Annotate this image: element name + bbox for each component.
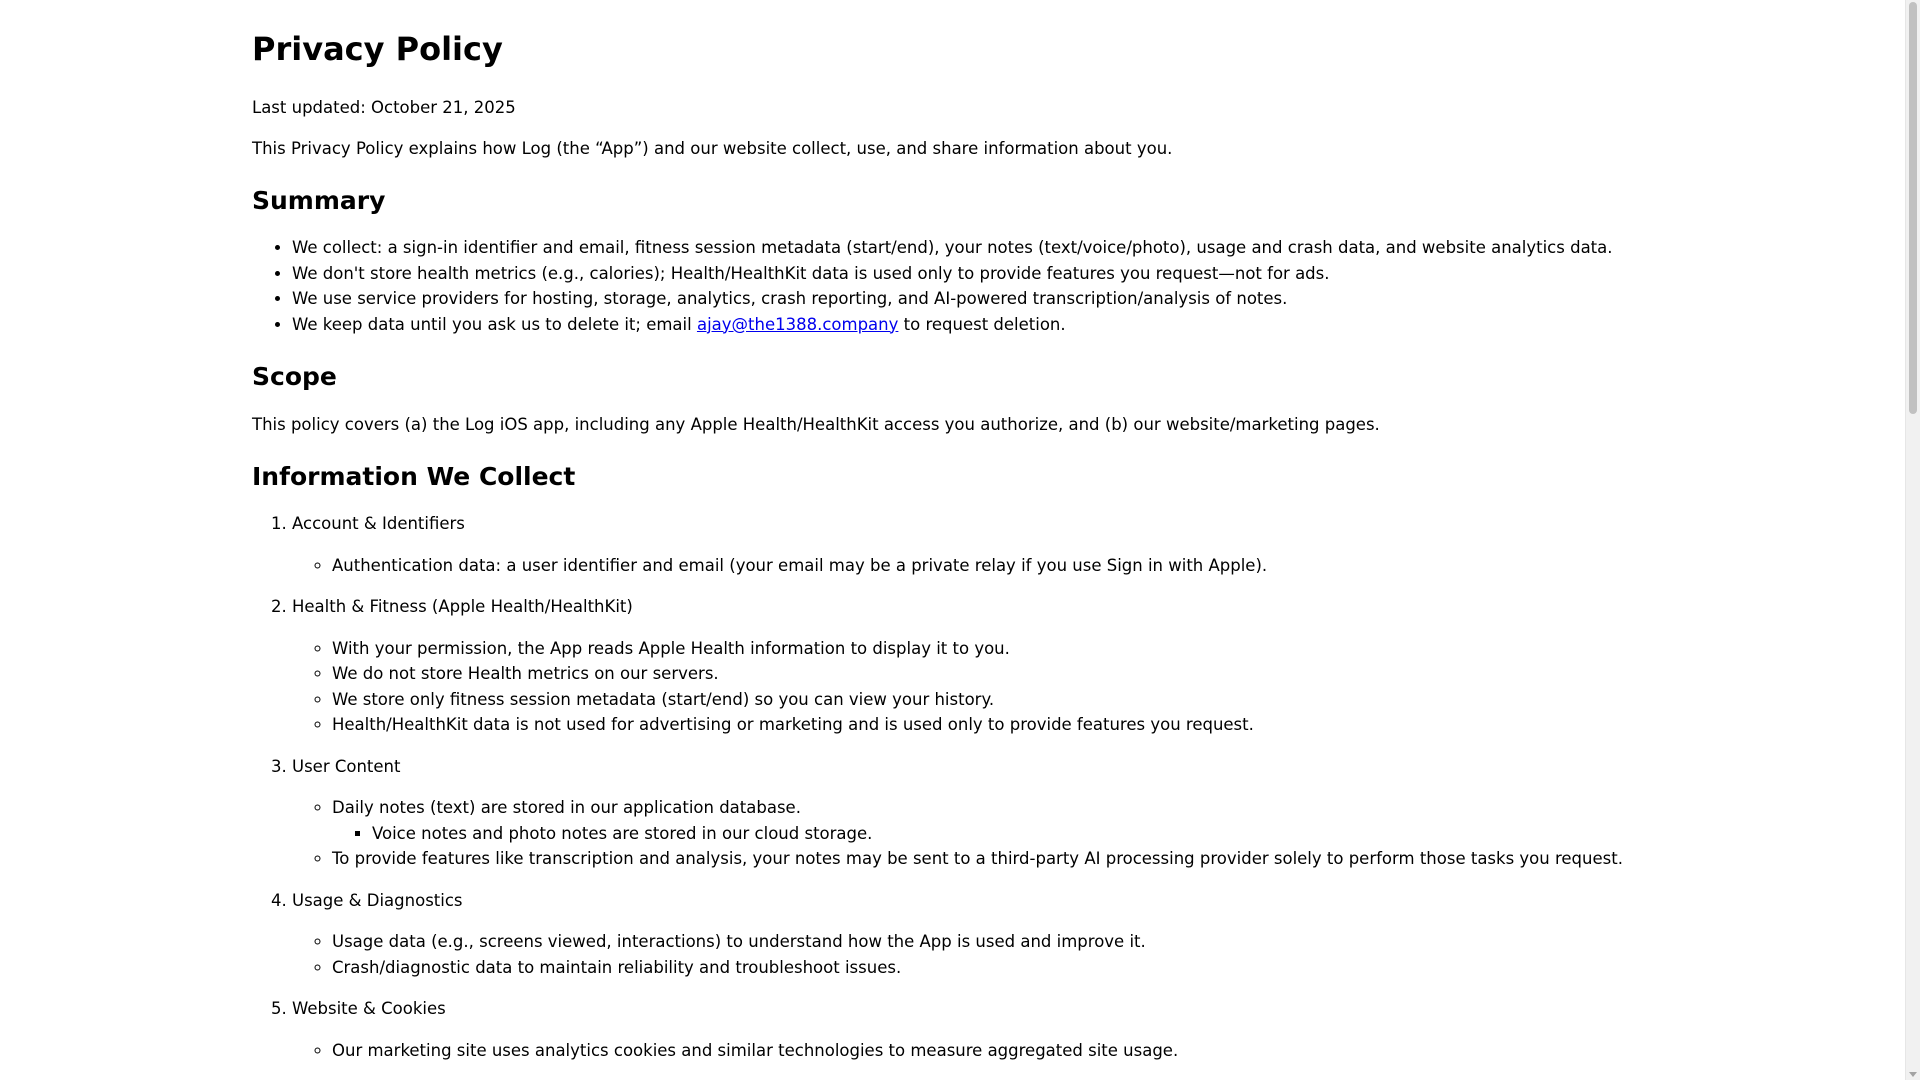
deletion-text-before: We keep data until you ask us to delete it; email — [292, 314, 697, 334]
section-title: Account & Identifiers — [292, 514, 465, 533]
scope-heading: Scope — [252, 362, 337, 391]
sub-list — [332, 821, 1652, 847]
list-item: • We collect: a sign-in identifier and email, fitness session metadata (start/end), your notes (text/voice/photo), usage and crash data, and website analytics data. — [292, 235, 1652, 261]
list-item — [332, 795, 1652, 846]
section-items — [292, 929, 1652, 980]
section-usage-diagnostics — [292, 888, 1652, 981]
scroll-down-arrow-icon[interactable] — [1909, 1072, 1917, 1077]
section-user-content — [292, 754, 1652, 872]
summary-list — [252, 235, 1652, 337]
list-item: ◦ To provide features like transcription and analysis, your notes may be sent to a third-party AI processing provider solely to perform those tasks you request. — [332, 846, 1652, 872]
section-title: Website & Cookies — [292, 999, 446, 1018]
deletion-text-after: to request deletion. — [898, 314, 1066, 334]
list-item: ◦ With your permission, the App reads Apple Health information to display it to you. — [332, 636, 1652, 662]
policy-content — [252, 0, 1652, 1079]
list-item-text: Daily notes (text) are stored in our application database. — [332, 798, 801, 817]
section-items — [292, 553, 1652, 579]
sub-list-item: ▪ Voice notes and photo notes are stored in our cloud storage. — [372, 821, 1652, 847]
section-title: Usage & Diagnostics — [292, 890, 463, 910]
intro-paragraph: This Privacy Policy explains how Log (the “App”) and our website collect, use, and share information about you. — [252, 139, 1173, 158]
list-item: ◦ Authentication data: a user identifier and email (your email may be a private relay if you use Sign in with Apple). — [332, 553, 1652, 579]
scrollbar-thumb[interactable] — [1909, 2, 1917, 414]
collect-sections-list — [252, 511, 1652, 1063]
scope-paragraph: This policy covers (a) the Log iOS app, including any Apple Health/HealthKit access you authorize, and (b) our website/marketing pages. — [252, 415, 1380, 434]
section-items — [292, 795, 1652, 872]
list-item-deletion — [292, 312, 1652, 338]
list-item: ◦ We store only fitness session metadata (start/end) so you can view your history. — [332, 687, 1652, 713]
summary-heading: Summary — [252, 186, 386, 215]
page-title: Privacy Policy — [252, 30, 503, 68]
list-item: • We use service providers for hosting, storage, analytics, crash reporting, and AI-powered transcription/analysis of notes. — [292, 286, 1652, 312]
list-item: • We don't store health metrics (e.g., calories); Health/HealthKit data is used only to provide features you request—not for ads. — [292, 261, 1652, 287]
list-item: ◦ We do not store Health metrics on our servers. — [332, 661, 1652, 687]
section-title: User Content — [292, 756, 401, 776]
section-account-identifiers — [292, 511, 1652, 578]
list-item: ◦ Crash/diagnostic data to maintain reliability and troubleshoot issues. — [332, 955, 1652, 981]
contact-email-link[interactable]: ajay@the1388.company — [696, 314, 899, 334]
list-item: ◦ Our marketing site uses analytics cookies and similar technologies to measure aggregated site usage. — [332, 1038, 1652, 1064]
list-item: ◦ Usage data (e.g., screens viewed, interactions) to understand how the App is used and improve it. — [332, 929, 1652, 955]
section-website-cookies — [292, 996, 1652, 1063]
section-items — [292, 1038, 1652, 1064]
collect-heading: Information We Collect — [252, 462, 576, 491]
list-item: ◦ Health/HealthKit data is not used for advertising or marketing and is used only to provide features you request. — [332, 712, 1652, 738]
section-health-fitness — [292, 594, 1652, 738]
section-items — [292, 636, 1652, 738]
last-updated: Last updated: October 21, 2025 — [252, 98, 516, 117]
section-title: Health & Fitness (Apple Health/HealthKit) — [292, 597, 633, 616]
vertical-scrollbar[interactable] — [1905, 0, 1920, 1080]
